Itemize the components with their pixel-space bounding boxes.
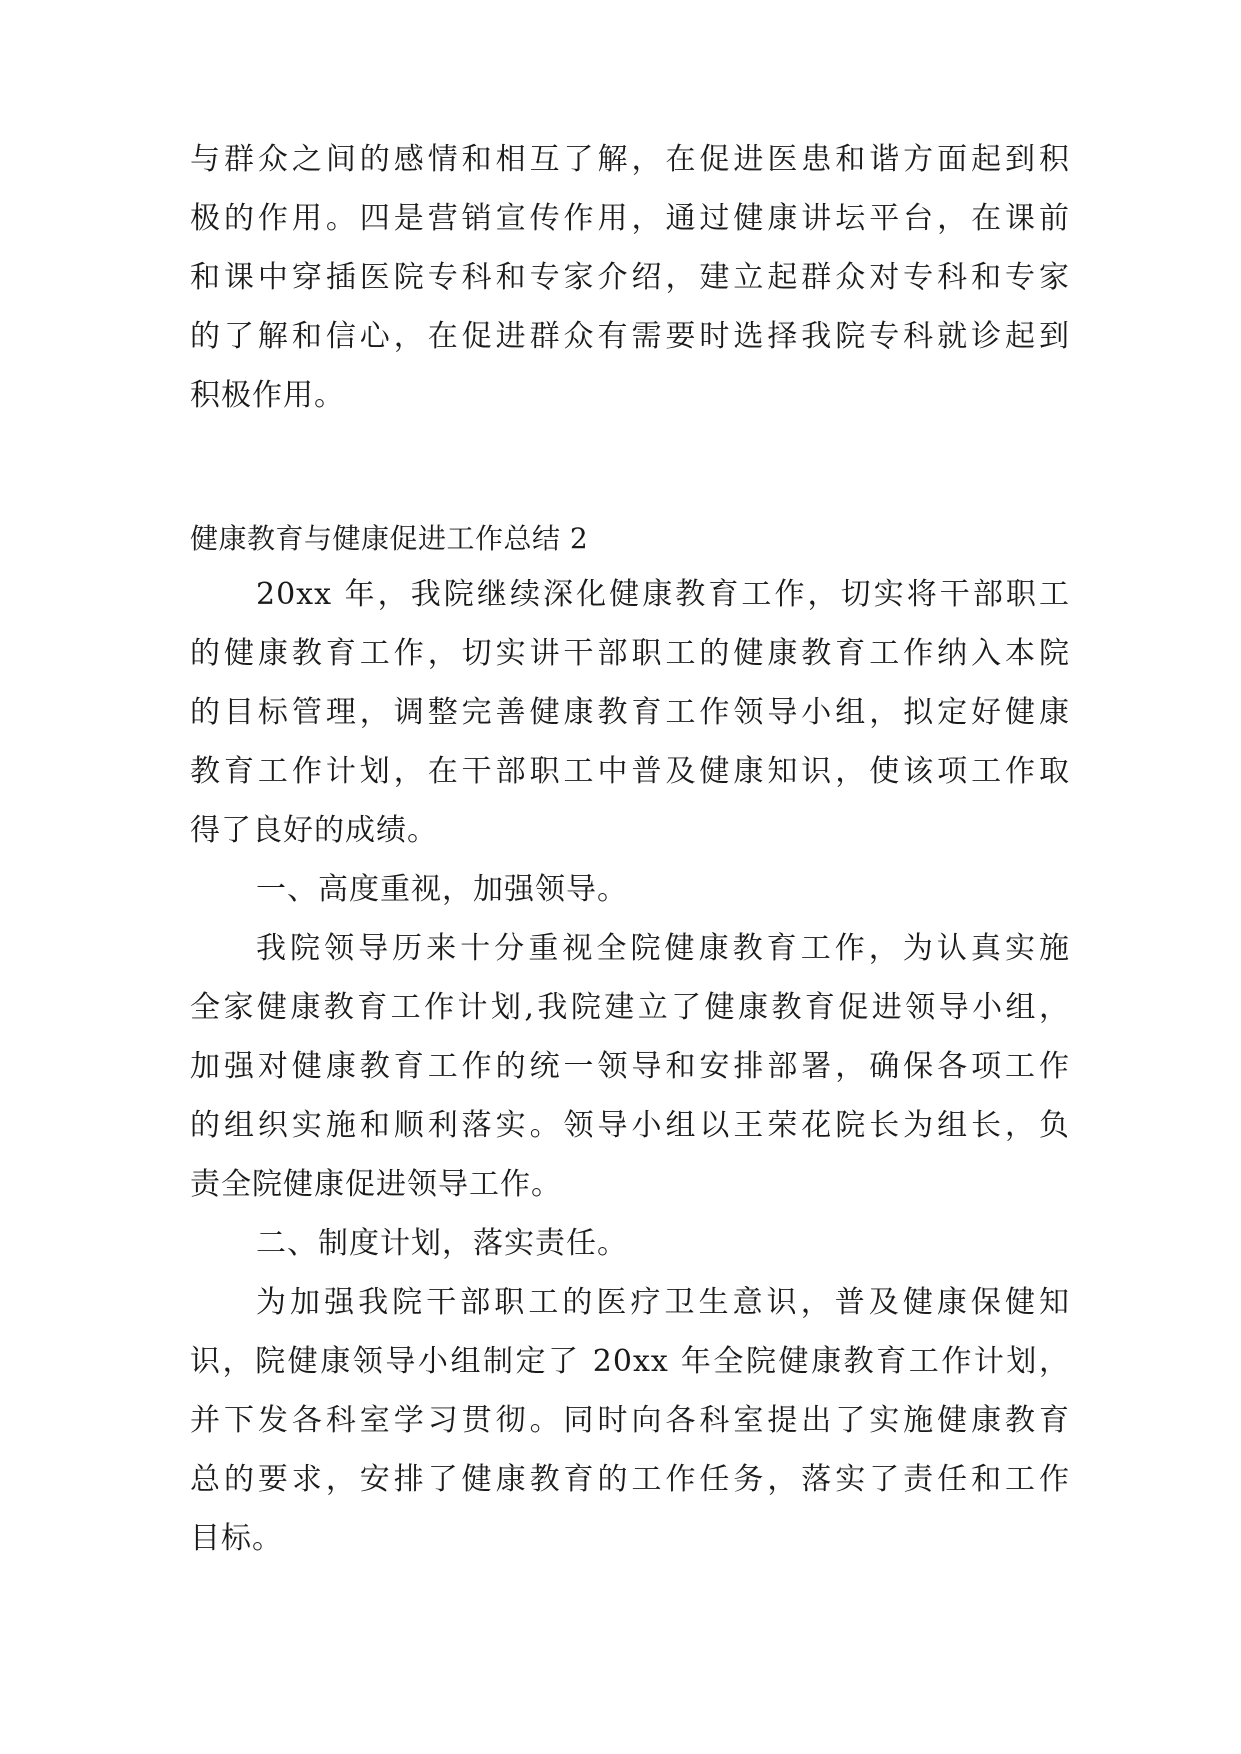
paragraph-line: 总的要求，安排了健康教育的工作任务，落实了责任和工作 xyxy=(190,1462,1070,1497)
paragraph-line: 教育工作计划，在干部职工中普及健康知识，使该项工作取 xyxy=(190,754,1070,789)
section-title: 健康教育与健康促进工作总结 2 xyxy=(190,522,589,555)
subsection-heading: 二、制度计划，落实责任。 xyxy=(256,1226,628,1261)
paragraph-line: 得了良好的成绩。 xyxy=(190,813,438,848)
paragraph-line: 的了解和信心，在促进群众有需要时选择我院专科就诊起到 xyxy=(190,319,1070,354)
paragraph-line: 积极作用。 xyxy=(190,378,345,413)
subsection-heading: 一、高度重视，加强领导。 xyxy=(256,872,628,907)
paragraph-line: 目标。 xyxy=(190,1521,283,1556)
paragraph-line: 为加强我院干部职工的医疗卫生意识，普及健康保健知 xyxy=(256,1285,1070,1320)
paragraph-line: 全家健康教育工作计划,我院建立了健康教育促进领导小组， xyxy=(190,990,1070,1025)
paragraph-line: 识，院健康领导小组制定了 20xx 年全院健康教育工作计划， xyxy=(190,1344,1070,1379)
paragraph-line: 的健康教育工作，切实讲干部职工的健康教育工作纳入本院 xyxy=(190,636,1070,671)
paragraph-line: 20xx 年，我院继续深化健康教育工作，切实将干部职工 xyxy=(256,577,1070,612)
paragraph-line: 并下发各科室学习贯彻。同时向各科室提出了实施健康教育 xyxy=(190,1403,1070,1438)
paragraph-line: 加强对健康教育工作的统一领导和安排部署，确保各项工作 xyxy=(190,1049,1070,1084)
paragraph-line: 和课中穿插医院专科和专家介绍，建立起群众对专科和专家 xyxy=(190,260,1070,295)
paragraph-line: 极的作用。四是营销宣传作用，通过健康讲坛平台，在课前 xyxy=(190,201,1070,236)
paragraph-line: 责全院健康促进领导工作。 xyxy=(190,1167,562,1202)
paragraph-line: 的组织实施和顺利落实。领导小组以王荣花院长为组长，负 xyxy=(190,1108,1070,1143)
paragraph-line: 与群众之间的感情和相互了解，在促进医患和谐方面起到积 xyxy=(190,142,1070,177)
paragraph-line: 的目标管理，调整完善健康教育工作领导小组，拟定好健康 xyxy=(190,695,1070,730)
paragraph-line: 我院领导历来十分重视全院健康教育工作，为认真实施 xyxy=(256,931,1070,966)
